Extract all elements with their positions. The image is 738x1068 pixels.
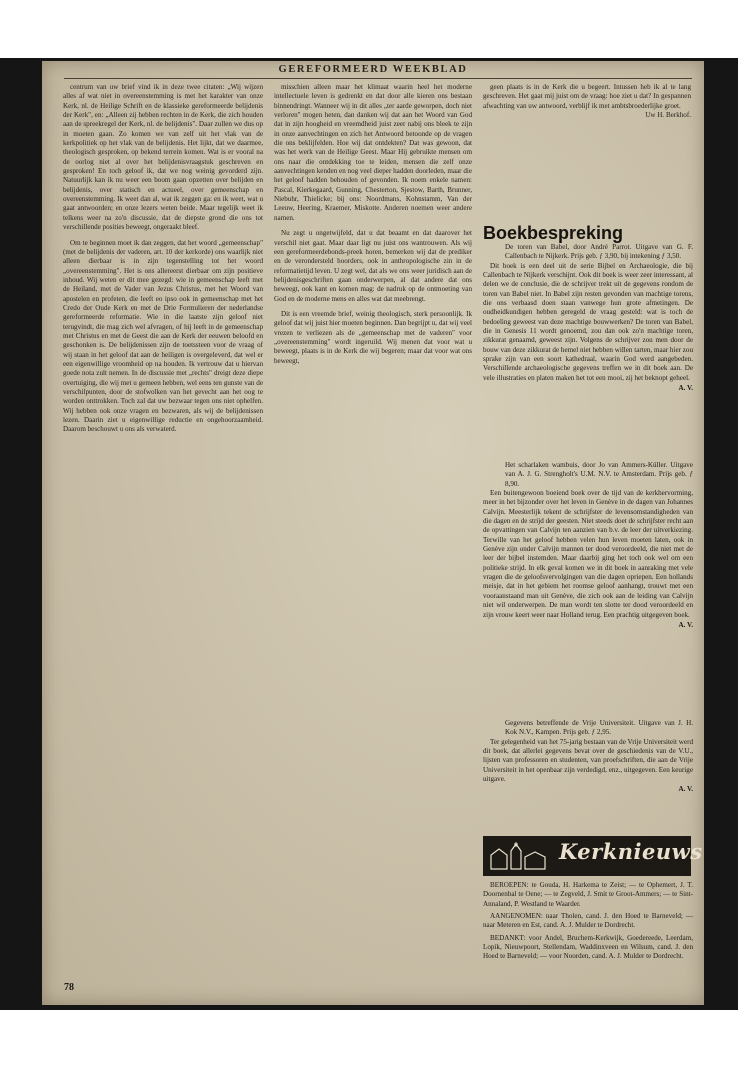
review-signature: A. V. xyxy=(678,785,693,794)
kerknieuws-banner xyxy=(483,836,703,876)
review-signature: A. V. xyxy=(678,620,693,629)
running-head: GEREFORMEERD WEEKBLAD xyxy=(278,64,468,75)
column3-paragraph: geen plaats is in de Kerk die u begeert. Intussen heb ik al te lang geschreven. Het gaat mij juist om de vraag: hoe ziet u dat? In gespannen afwachting van uw antwoord, verblijf ik met ambtsbroederlijke groet. xyxy=(483,83,691,110)
column-2 xyxy=(274,83,472,963)
kerknieuws-list xyxy=(483,881,693,999)
book-review xyxy=(483,719,693,819)
scanned-page-frame xyxy=(0,58,738,1010)
column-3-letter-end xyxy=(483,83,691,223)
review-body: Ter gelegenheid van het 75-jarig bestaan van de Vrije Universiteit werd dit boek, dat allerlei gegevens bevat over de geschiedenis van de V.U., lijsten van professoren en studenten, van proefschriften, die aan de Vrije Universiteit in het openbaar zijn verdedigd, enz., uitgegeven. Een keurige uitgave. xyxy=(483,737,693,784)
book-review xyxy=(483,243,693,458)
letter-signature: Uw H. Berkhof. xyxy=(645,111,691,120)
header-rule xyxy=(64,78,692,79)
review-heading: Gegevens betreffende de Vrije Universiteit. Uitgave van J. H. Kok N.V., Kampen. Prijs geb. ƒ 2,95. xyxy=(505,719,693,737)
column1-paragraph: centrum van uw brief vind ik in deze twee citaten: „Wij wijzen alles af wat niet in overeenstemming is met het karakter van onze Kerk, nl. de Heilige Schrift en de klassieke gereformeerde belijdenis der Kerk", en: „Alleen zij hebben rechten in de Kerk, die zich houden aan de spreekregel der Kerk, nl. de belijdenis". Daar zullen we dus op in moeten gaan. Zo komen we van zelf uit het vlak van de kerkpolitiek op het vlak van de belijdenis. Het lijkt, dat we daarmee, theologisch gesproken, op bekend terrein komen. Wat is er vooral na de oorlog niet al over het belijdenisvraagstuk geschreven en gesproken! En toch geloof ik, dat we nog weinig gevorderd zijn. Natuurlijk kan ik nu weer een boom gaan opzetten over belijden en belijdenis, over statisch en actueel, over gemeenschap en overeenstemming. Ik weet dan al, wat ik zeggen ga: en ik weet, wat u gaat antwoorden; en onze lezers weten beide. Maar tegelijk weet ik telkens weer na zo'n discussie, dat de diepste grond die ons tot verschillende posities beweegt, ongeraakt bleef. xyxy=(63,83,263,232)
column2-paragraph: Dit is een vreemde brief, weinig theologisch, sterk persoonlijk. Ik geloof dat wij juist hier moeten beginnen. Dan begrijpt u, dat wij veel vrezen te verliezen als de „gemeenschap met de vaderen" voor „overeenstemming" wordt ingeruild. Wij menen dat voor wat u beweegt, plaats is in de Kerk die wij begeren; maar dat voor wat ons beweegt, xyxy=(274,309,472,365)
banner-title: Kerknieuws xyxy=(559,839,703,864)
review-heading: De toren van Babel, door André Parrot. Uitgave van G. F. Callenbach te Nijkerk. Prijs geb. ƒ 3,90, bij intekening ƒ 3,50. xyxy=(505,243,693,261)
column2-paragraph: misschien alleen maar het klimaat waarin heel het moderne intellectuele leven is gedrenkt en dat door alle kieren ons bestaan binnendringt. Wanneer wij in dit alles „ter aarde geworpen, doch niet verloren" mogen heten, dan danken wij dat aan het Woord van God dat in zijn hoogheid en vreemdheid juist zeer nabij ons bleek te zijn in onze aanvechtingen en zich het Antwoord betoonde op de vragen die ons beklijfelden. Hoe wij dat ontdekten? Dat was gewoon, dat was het werk van de Heilige Geest. Maar Hij gebruikte mensen om ons naar die ontdekking toe te leiden, mensen die zelf onze aanvechtingen kenden en nog veel dieper hadden doorleden, maar die het geloof hadden behouden of gevonden. Ik noem enkele namen: Pascal, Kierkegaard, Gunning, Chesterton, Sjestow, Barth, Brunner, Niebuhr, Thielicke; bij ons: Noordmans, Kohnstamm, Van der Leeuw, Heering, Kraemer, Miskotte. Anderen noemen weer andere namen. xyxy=(274,83,472,222)
review-body: Een buitengewoon boeiend boek over de tijd van de kerkhervorming, meer in het bijzonder over het leven in Genève in de dagen van Johannes Calvijn. Meesterlijk tekent de schrijfster de levensomstandigheden van die dagen en de strijd der geesten. Niet steeds doet de schrijfster recht aan de opvattingen van Calvijn ten aanzien van b.v. de leer der uitverkiezing. Terwille van het geloof hebben velen hun leven moeten laten, ook in Genève zijn onder Calvijn mannen ter dood veroordeeld, die niet met de leer der bijbel instemden. Maar daarbij ging het toch ook wel om een politieke strijd. In elk geval komen we in dit boek in aanraking met vele vragen die de geloofsvervolgingen van die dagen opriepen. Een hollands meisje, dat in het gebiem het roomse geloof aanhangt, trouwt met een vooraanstaand man uit Genève, die zich ook aan de leiding van Calvijn niet wil onderwerpen. De man wordt ten slotte ter dood veroordeeld en zijn vrouw keert weer naar Holland terug. Een prachtig uitgegeven boek. xyxy=(483,489,693,619)
section-title: Boekbespreking xyxy=(483,223,624,243)
page-number: 78 xyxy=(64,982,74,993)
review-heading: Het scharlaken wambuis, door Jo van Ammers-Küller. Uitgave van A. J. G. Strengholt's U.M. N.V. te Amsterdam. Prijs geb. ƒ 8,90. xyxy=(505,461,693,488)
kerknieuws-item: AANGENOMEN: naar Tholen, cand. J. den Hoed te Barneveld; — naar Meteren en Est, cand. A. J. Mulder te Dordrecht. xyxy=(483,912,693,930)
kerknieuws-item: BEROEPEN: te Gouda, H. Harkema te Zeist; — te Ophemert, J. T. Doornenbal te Oene; — te Zegveld, J. Smit te Groot-Ammers; — te Sint-Annaland, P. Westland te Waarder. xyxy=(483,881,693,908)
review-signature: A. V. xyxy=(678,384,693,393)
book-review xyxy=(483,461,693,716)
column2-paragraph: Nu zegt u ongetwijfeld, dat u dat beaamt en dat daarover het verschil niet gaat. Maar daar ligt nu juist ons wantrouwen. Als wij een gereformeerdebonds-preek horen, bemerken wij dat de prediker en de verondersteld hoorders, ook in anthropologische zin in de reformatietijd leven. U zegt wel, dat als we ons weer juridisch aan de belijdenisgeschriften gaan onderwerpen, al dat andere dat ons beweegt, ook kant en komen mag: de nadruk op de ontmoeting van God en de moderne mens en alles wat dat meebrengt. xyxy=(274,229,472,303)
column1-paragraph: Om te beginnen moet ik dan zeggen, dat het woord „gemeenschap" (met de belijdenis der vaderen, art. 10 der kerkorde) ons waarlijk niet alleen dierbaar is in zijn tegenstelling tot het woord „overeenstemming". Het is ons allereerst dierbaar om zijn positieve inhoud. Wij weten er dit mee gezegd: wie in gemeenschap leeft met de Heiland, met de Vader van Jezus Christus, met het Woord van apostelen en profeten, die leeft eo ipso ook in gemeenschap met het Credo der Oude Kerk en met de Drie Formulieren der nederlandse gereformeerde reformatie. Wie in die laatste zijn geloof niet terugvindt, die mag zich wel afvragen, of hij leeft in de gemeenschap met Christus en met de Geest die aan de Kerk der eeuwen beloofd en geschonken is. De belijdenissen zijn de toetssteen voor de vraag of wij staan in het geloof dat aan de heiligen is overgeleverd, dat wel er een eigenwillige vroomheid op na houden. Ik vertrouw dat u hiervan goede nota zult nemen. In de discussie met „rechts" dreigt deze diepe overtuiging, die wij met u gemeen hebben, wel eens ten gunste van de verschilpunten, door de stofwolken van het gevecht aan het oog te worden onttrokken. Toch zal dat uw bezwaar tegen ons niet ophelfen. Wij hebben ook onze vragen en bezwaren, als wij de belijdenissen lezen. Daarin ziet u eigenwillige reductie en ongehoorzaamheid. Daarom beschouwt u ons als verwaterd. xyxy=(63,238,263,434)
kerknieuws-item: BEDANKT: voor Andel, Bruchem-Kerkwijk, Goedereede, Leerdam, Lopik, Nieuwpoort, Stellendam, Waddinxveen en Wilsum, cand. J. den Hoed te Barneveld; — voor Noorden, cand. A. J. Mulder te Dordrecht. xyxy=(483,933,693,961)
column-1 xyxy=(63,83,263,943)
review-body: Dit boek is een deel uit de serie Bijbel en Archaeologie, die bij Callenbach te Nijkerk verschijnt. Ook dit boek is weer zeer interessant, al delen we de conclusie, die de schrijver trekt uit de gegevens rondom de toren van Babel niet. In Babel zijn resten gevonden van machtige torens, die ons verbaasd doen staan vanwege hun grote afmetingen. De oudheidkundigen hebben geregeld de vraag gesteld: wat is toch de bedoeling geweest van deze machtige bouwwerken? De toren van Babel, die in Genesis 11 wordt genoemd, zou dan ook zo'n machtige toren, zikkurat genaamd, geweest zijn. Volgens de schrijver zou men door de bouw van deze zikkurat de hemel niet hebben willen tarten, maar hier zou sprake zijn van een soort kathedraal, waarin God werd aangebeden. Verschillende archaeologische gegevens treffen we in dit boek aan. De vele illustraties en platen maken het tot een mooi, zij het beknopt geheel. xyxy=(483,261,693,382)
newspaper-page xyxy=(42,61,704,1005)
church-silhouette-icon xyxy=(489,841,553,871)
